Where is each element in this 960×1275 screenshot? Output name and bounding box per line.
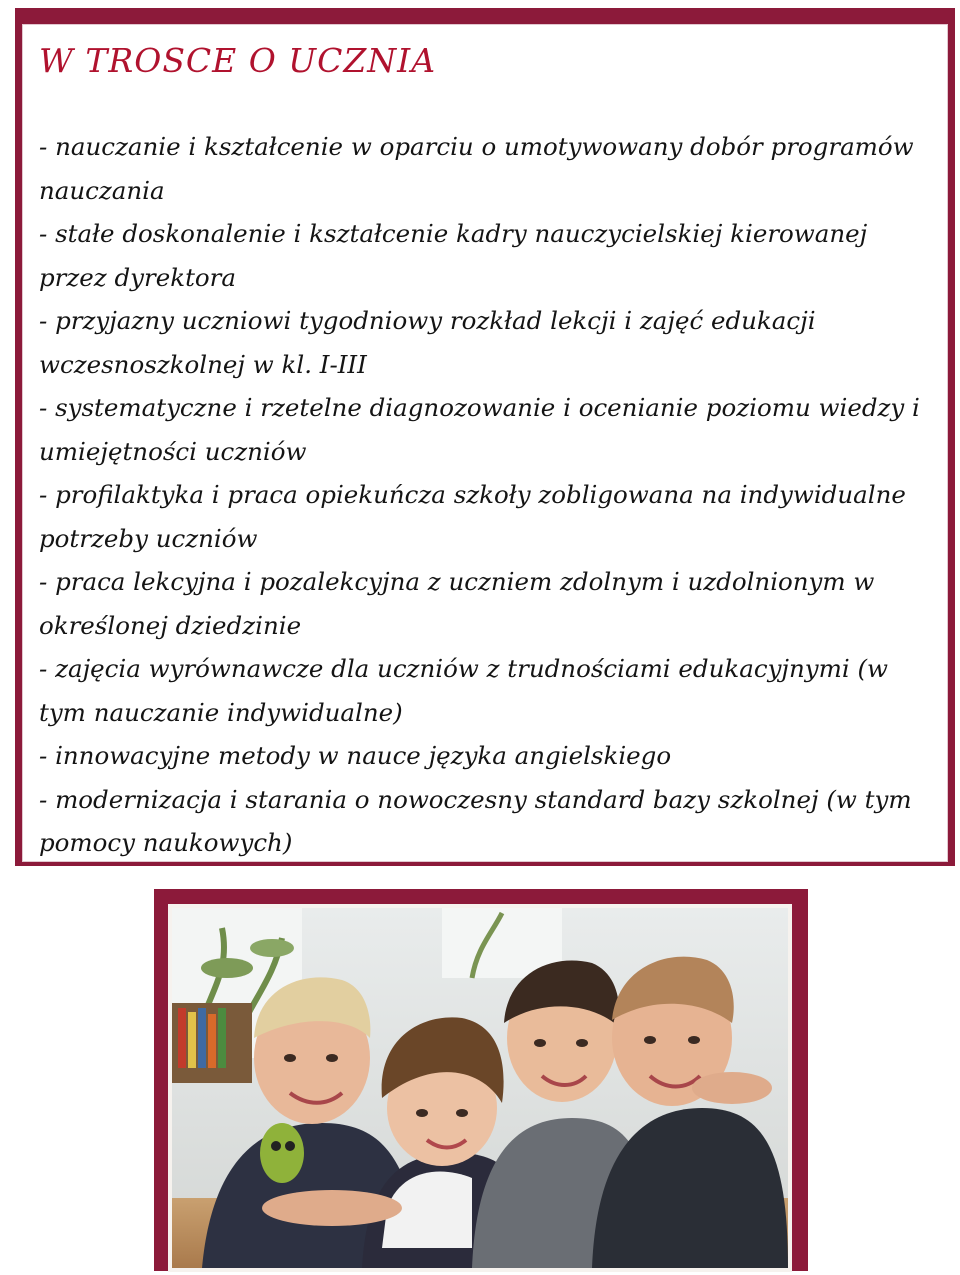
list-item: - stałe doskonalenie i kształcenie kadry nauczycielskiej kierowanej przez dyrektora bbox=[39, 219, 868, 292]
list-item: - praca lekcyjna i pozalekcyjna z uczniem zdolnym i uzdolnionym w określonej dziedzinie bbox=[39, 567, 875, 640]
children-photo bbox=[172, 908, 788, 1268]
list-item: - systematyczne i rzetelne diagnozowanie i ocenianie poziomu wiedzy i umiejętności uczniów bbox=[39, 393, 920, 466]
list-item: - modernizacja i starania o nowoczesny standard bazy szkolnej (w tym pomocy naukowych) bbox=[39, 784, 912, 857]
list-item: - profilaktyka i praca opiekuńcza szkoły zobligowana na indywidualne potrzeby uczniów bbox=[39, 480, 906, 553]
page-title: W TROSCE O UCZNIA bbox=[39, 41, 437, 80]
list-item: - przyjazny uczniowi tygodniowy rozkład lekcji i zajęć edukacji wczesnoszkolnej w kl. I-III bbox=[39, 306, 816, 379]
list-item: - nauczanie i kształcenie w oparciu o umotywowany dobór programów nauczania bbox=[39, 132, 914, 205]
text-card bbox=[22, 24, 948, 862]
list-item: - zajęcia wyrównawcze dla uczniów z trudnościami edukacyjnymi (w tym nauczanie indywidualne) bbox=[39, 654, 889, 727]
photo-frame bbox=[168, 904, 792, 1272]
bullet-list bbox=[39, 125, 933, 865]
list-item: - innowacyjne metody w nauce języka angielskiego bbox=[39, 741, 672, 770]
